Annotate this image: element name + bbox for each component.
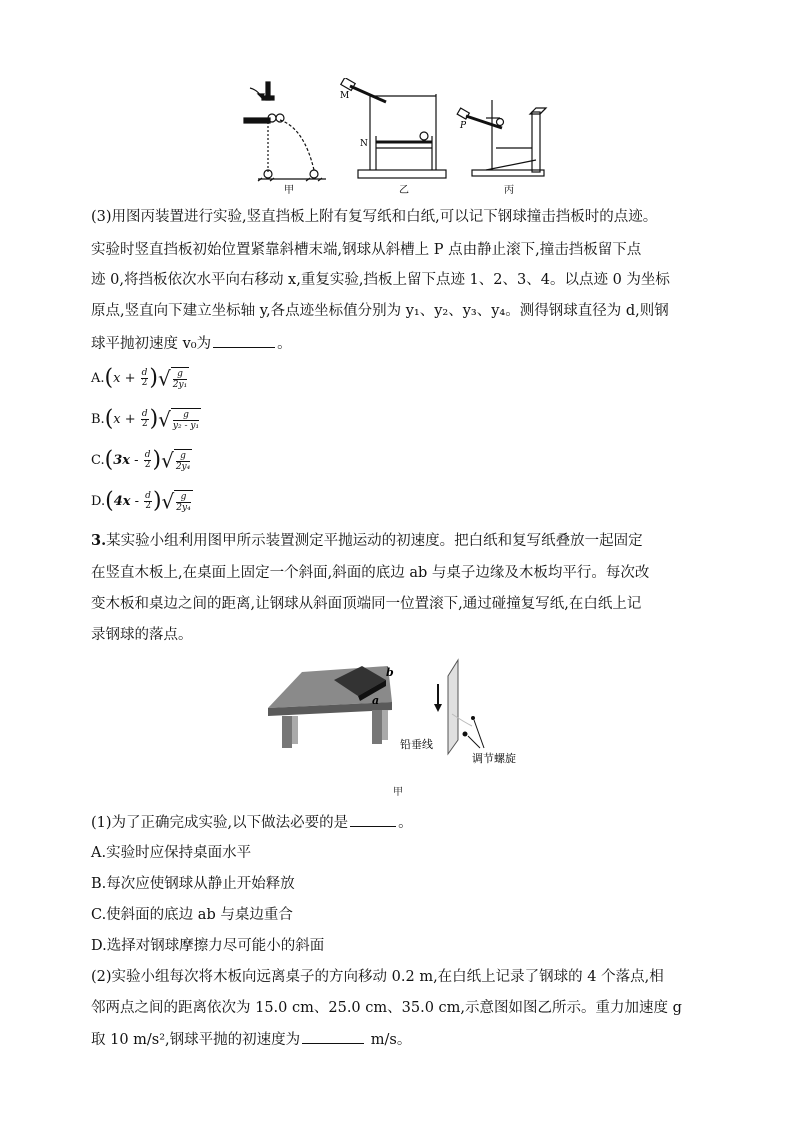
option-b-coef: x bbox=[113, 412, 121, 427]
option-a-prefix: A. bbox=[91, 371, 105, 386]
option-a-g: g bbox=[173, 369, 187, 380]
apparatus-yi bbox=[341, 78, 446, 178]
option-a-sign: + bbox=[124, 371, 136, 386]
label-plumb-line: 铅垂线 bbox=[400, 738, 433, 751]
q2-part3-line5-end: 。 bbox=[277, 336, 292, 352]
q3-part1-option-a[interactable]: A.实验时应保持桌面水平 bbox=[91, 845, 252, 861]
q3-line3: 变木板和桌边之间的距离,让钢球从斜面顶端同一位置滚下,通过碰撞复写纸,在白纸上记 bbox=[91, 596, 642, 612]
q2-part3-line2: 实验时竖直挡板初始位置紧靠斜槽末端,钢球从斜槽上 P 点由静止滚下,撞击挡板留下点 bbox=[91, 242, 642, 258]
option-c-prefix: C. bbox=[91, 453, 105, 468]
option-b-two: 2 bbox=[141, 419, 148, 429]
q3-part2-line1: (2)实验小组每次将木板向远离桌子的方向移动 0.2 m,在白纸上记录了钢球的 4 个落点,相 bbox=[91, 969, 664, 985]
q2-part3-line4: 原点,竖直向下建立坐标轴 y,各点迹坐标值分别为 y₁、y₂、y₃、y₄。测得钢球直径为 d,则钢 bbox=[91, 303, 669, 319]
option-c[interactable]: C.(3x - $\frac{d}{2}$ )√ $\frac{g}{\text{2y₄}}$ bbox=[91, 447, 191, 473]
q3-part1-end: 。 bbox=[398, 815, 413, 831]
option-d-sign: - bbox=[134, 494, 140, 509]
q3-number: 3. bbox=[91, 532, 107, 549]
option-a-two: 2 bbox=[141, 378, 148, 388]
q3-part1 bbox=[91, 812, 413, 833]
apparatus-bing bbox=[457, 100, 546, 176]
option-b-d: d bbox=[141, 409, 148, 419]
option-c-g: g bbox=[176, 451, 190, 462]
label-P: P bbox=[460, 121, 467, 131]
label-adjust-screw: 调节螺旋 bbox=[472, 752, 516, 765]
q3-part2-line2: 邻两点之间的距离依次为 15.0 cm、25.0 cm、35.0 cm,示意图如图乙所示。重力加速度 g bbox=[91, 1000, 682, 1016]
apparatus-figure-table bbox=[268, 656, 528, 771]
caption-jia: 甲 bbox=[284, 185, 294, 196]
label-b: b bbox=[386, 666, 394, 679]
q3-part2-line3-end: m/s。 bbox=[366, 1032, 412, 1048]
option-a-den: 2y₁ bbox=[172, 380, 188, 390]
caption-yi: 乙 bbox=[399, 185, 409, 196]
q3-part1-option-d[interactable]: D.选择对钢球摩擦力尽可能小的斜面 bbox=[91, 938, 325, 954]
option-b-g: g bbox=[173, 410, 199, 421]
option-a-d: d bbox=[141, 368, 148, 378]
q3-line4: 录钢球的落点。 bbox=[91, 627, 193, 643]
q2-part3-line1: (3)用图丙装置进行实验,竖直挡板上附有复写纸和白纸,可以记下钢球撞击挡板时的点迹。 bbox=[91, 209, 658, 225]
q3-line1-text: 某实验小组利用图甲所示装置测定平抛运动的初速度。把白纸和复写纸叠放一起固定 bbox=[106, 533, 643, 549]
answer-blank-v0[interactable] bbox=[213, 333, 275, 348]
caption-bing: 丙 bbox=[504, 185, 514, 196]
q2-part3-line3: 迹 0,将挡板依次水平向右移动 x,重复实验,挡板上留下点迹 1、2、3、4。以点迹 0 为坐标 bbox=[91, 272, 670, 288]
answer-blank-v0-value[interactable] bbox=[302, 1029, 364, 1044]
option-d-d: d bbox=[145, 491, 151, 501]
option-a-coef: x bbox=[113, 371, 121, 386]
label-a: a bbox=[372, 694, 380, 707]
option-c-coef: 3x bbox=[113, 453, 131, 468]
option-b-sign: + bbox=[124, 412, 136, 427]
apparatus-figure-top bbox=[236, 78, 556, 198]
option-a[interactable]: A.(x + $\frac{d}{2}$ )√ $\frac{g}{\text{2y₁}}$ bbox=[91, 365, 188, 391]
q3-part1-option-b[interactable]: B.每次应使钢球从静止开始释放 bbox=[91, 876, 295, 892]
option-d-two: 2 bbox=[145, 501, 151, 511]
option-d-prefix: D. bbox=[91, 494, 106, 509]
option-b-prefix: B. bbox=[91, 412, 105, 427]
q3-part2-line3 bbox=[91, 1029, 411, 1050]
option-d-coef: 4x bbox=[113, 494, 131, 509]
q3-part1-text: (1)为了正确完成实验,以下做法必要的是 bbox=[91, 815, 349, 831]
option-d[interactable]: D.(4x - $\frac{d}{2}$ )√ $\frac{g}{\text{2y₄}}$ bbox=[91, 488, 191, 514]
caption-fig-jia: 甲 bbox=[393, 787, 403, 798]
label-M: M bbox=[340, 91, 350, 101]
option-c-two: 2 bbox=[144, 460, 151, 470]
option-c-sign: - bbox=[134, 453, 139, 468]
answer-blank-part1[interactable] bbox=[350, 812, 396, 827]
q3-part1-option-c[interactable]: C.使斜面的底边 ab 与桌边重合 bbox=[91, 907, 293, 923]
q2-part3-line5-text: 球平抛初速度 v₀为 bbox=[91, 336, 212, 352]
q3-part2-line3-text: 取 10 m/s²,钢球平抛的初速度为 bbox=[91, 1032, 301, 1048]
q3-line1 bbox=[91, 531, 643, 551]
option-d-den: 2y₄ bbox=[176, 503, 191, 513]
vertical-board bbox=[434, 660, 484, 754]
q2-part3-line5 bbox=[91, 333, 292, 354]
q3-line2: 在竖直木板上,在桌面上固定一个斜面,斜面的底边 ab 与桌子边缘及木板均平行。每次改 bbox=[91, 565, 650, 581]
option-c-den: 2y₄ bbox=[175, 462, 191, 472]
apparatus-jia bbox=[244, 82, 326, 181]
option-c-d: d bbox=[144, 450, 151, 460]
option-b[interactable]: B.(x + $\frac{d}{2}$ )√ $\frac{g}{\text{y₂ - y₁}}$ bbox=[91, 406, 200, 432]
label-N: N bbox=[360, 139, 368, 149]
option-b-den: y₂ - y₁ bbox=[172, 421, 200, 431]
option-d-g: g bbox=[176, 492, 190, 503]
